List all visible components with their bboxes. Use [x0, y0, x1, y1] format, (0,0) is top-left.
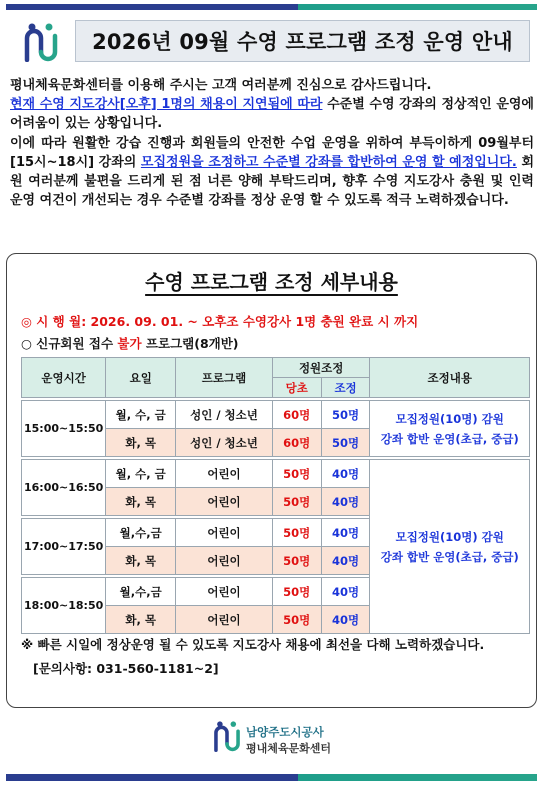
row-day: 화, 목 — [106, 488, 176, 516]
intro-plan-rest: 회원 여러분께 불편을 드리게 된 점 너른 양해 부탁드리며, 향후 수영 지도강사 충원 및 인력 운영 여건이 개선되는 경우 수준별 강좌를 정상 운영 할 수 있도록 적극 노력하겠습니다. — [10, 154, 534, 209]
row-day: 월, 수, 금 — [106, 460, 176, 488]
header-original: 당초 — [272, 378, 321, 398]
row-program: 어린이 — [176, 606, 273, 634]
row-adjusted: 50명 — [321, 401, 370, 429]
row-program: 어린이 — [176, 578, 273, 606]
header-time: 운영시간 — [22, 358, 106, 398]
row-program: 어린이 — [176, 519, 273, 547]
center-logo-icon — [22, 22, 60, 62]
row-time: 17:00~17:50 — [22, 519, 106, 575]
header-note: 조정내용 — [370, 358, 530, 398]
intro-text — [10, 76, 534, 210]
row-adjusted: 50명 — [321, 429, 370, 457]
footnote: ※ 빠른 시일에 정상운영 될 수 있도록 지도강사 채용에 최선을 다해 노력하겠습니다. — [21, 637, 485, 652]
signup-suffix: 프로그램(8개반) — [141, 336, 239, 351]
row-adjusted: 40명 — [321, 488, 370, 516]
row-program: 어린이 — [176, 460, 273, 488]
row-program: 어린이 — [176, 488, 273, 516]
header-program: 프로그램 — [176, 358, 273, 398]
footer-org-name: 남양주도시공사 — [246, 725, 324, 739]
row-original: 50명 — [272, 578, 321, 606]
row-adjusted: 40명 — [321, 606, 370, 634]
inquiry-contact: [문의사항: 031-560-1181~2] — [33, 661, 219, 676]
row-original: 50명 — [272, 606, 321, 634]
header-adjusted: 조정 — [321, 378, 370, 398]
row-original: 60명 — [272, 401, 321, 429]
table-row — [22, 401, 530, 429]
row-original: 50명 — [272, 519, 321, 547]
bottom-color-stripe — [6, 774, 537, 781]
intro-plan-start: 이에 따라 원활한 강습 진행과 회원들의 안전한 수업 운영을 위하여 부득이하게 09월부터[15시~18시] 강좌의 — [10, 135, 534, 170]
row-adjusted: 40명 — [321, 547, 370, 575]
row-original: 50명 — [272, 460, 321, 488]
intro-situation — [10, 95, 534, 133]
intro-situation-highlight: 현재 수영 지도강사[오후] 1명의 채용이 지연됨에 따라 — [10, 97, 323, 113]
row-adjusted: 40명 — [321, 578, 370, 606]
row-original: 50명 — [272, 547, 321, 575]
row-day: 화, 목 — [106, 429, 176, 457]
row-original: 60명 — [272, 429, 321, 457]
row-time: 18:00~18:50 — [22, 578, 106, 634]
row-day: 월,수,금 — [106, 578, 176, 606]
implementation-period: ◎ 시 행 월: 2026. 09. 01. ~ 오후조 수영강사 1명 충원 완료 시 까지 — [21, 314, 419, 329]
intro-plan-highlight: 모집정원을 조정하고 수준별 강좌를 합반하여 운영 할 예정입니다. — [140, 154, 517, 170]
signup-unavailable: 불가 — [117, 336, 142, 351]
row-day: 월,수,금 — [106, 519, 176, 547]
intro-greeting: 평내체육문화센터를 이용해 주시는 고객 여러분께 진심으로 감사드립니다. — [10, 78, 432, 93]
row-note — [370, 401, 530, 457]
signup-prefix: ○ 신규회원 접수 — [21, 336, 118, 351]
detail-title-wrap — [7, 266, 536, 295]
table-row — [22, 460, 530, 488]
table-header-row — [22, 358, 530, 378]
row-time: 16:00~16:50 — [22, 460, 106, 516]
page-title-box — [75, 20, 530, 62]
row-note — [370, 460, 530, 634]
row-original: 50명 — [272, 488, 321, 516]
row-day: 월, 수, 금 — [106, 401, 176, 429]
note-b-line2: 강좌 합반 운영(초급, 중급) — [380, 549, 519, 564]
row-day: 화, 목 — [106, 547, 176, 575]
center-logo-icon — [212, 720, 242, 752]
row-program: 성인 / 청소년 — [176, 401, 273, 429]
signup-notice — [21, 334, 239, 352]
intro-plan — [10, 134, 534, 211]
top-color-stripe — [6, 4, 537, 10]
row-program: 성인 / 청소년 — [176, 429, 273, 457]
footer-center-name: 평내체육문화센터 — [246, 742, 332, 755]
schedule-table — [21, 357, 530, 634]
detail-title: 수영 프로그램 조정 세부내용 — [145, 270, 398, 294]
row-program: 어린이 — [176, 547, 273, 575]
intro-situation-rest: 수준별 수영 강좌의 정상적인 운영에 어려움이 있는 상황입니다. — [10, 97, 534, 132]
note-a-line1: 모집정원(10명) 감원 — [395, 411, 504, 426]
detail-section — [6, 253, 537, 708]
row-adjusted: 40명 — [321, 460, 370, 488]
note-b-line1: 모집정원(10명) 감원 — [395, 529, 504, 544]
page-title: 2026년 09월 수영 프로그램 조정 운영 안내 — [92, 30, 513, 54]
row-time: 15:00~15:50 — [22, 401, 106, 457]
row-adjusted: 40명 — [321, 519, 370, 547]
row-day: 화, 목 — [106, 606, 176, 634]
note-a-line2: 강좌 합반 운영(초급, 중급) — [380, 431, 519, 446]
header-day: 요일 — [106, 358, 176, 398]
header-capacity: 정원조정 — [272, 358, 370, 378]
